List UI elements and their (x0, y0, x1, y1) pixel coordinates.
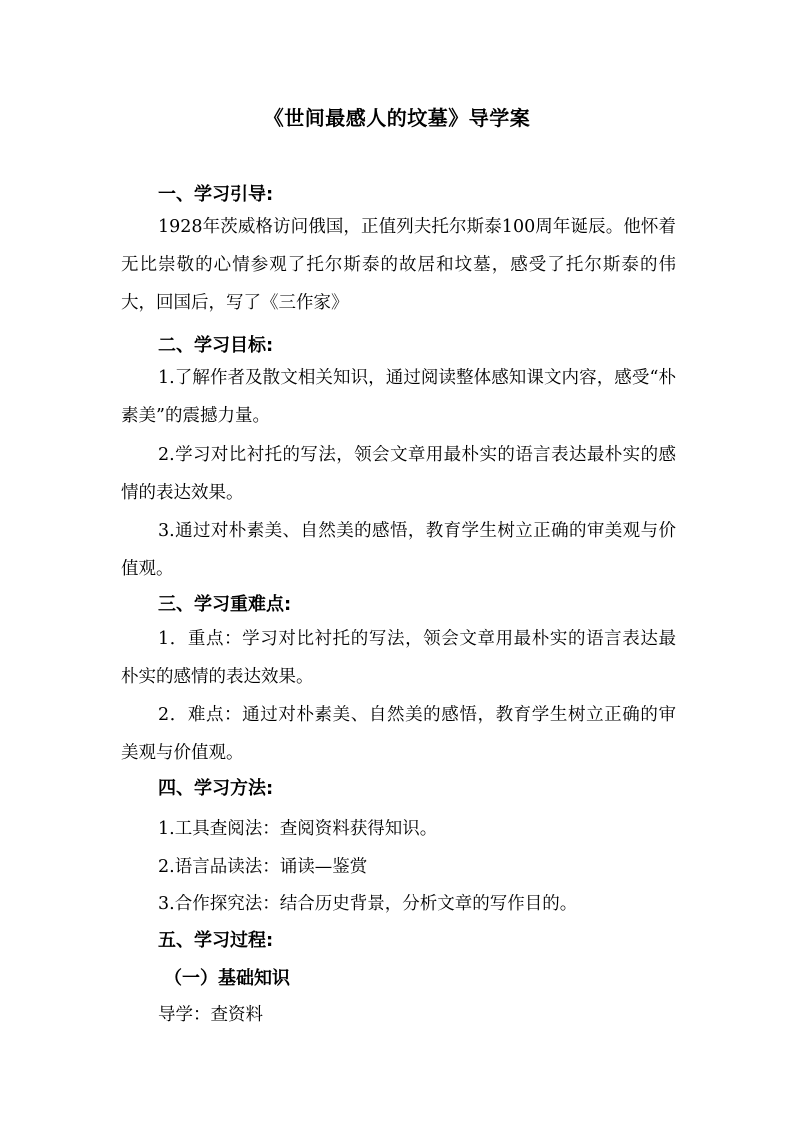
key-point-item-2: 2．难点：通过对朴素美、自然美的感悟，教育学生树立正确的审美观与价值观。 (121, 705, 676, 763)
goal-item-3: 3.通过对朴素美、自然美的感悟，教育学生树立正确的审美观与价值观。 (121, 521, 676, 579)
goal-item-2: 2.学习对比衬托的写法，领会文章用最朴实的语言表达最朴实的感情的表达效果。 (121, 445, 676, 503)
process-line-1: 导学：查资料 (158, 1005, 263, 1025)
section-heading-process: 五、学习过程: (158, 930, 274, 951)
subsection-heading-basics: （一）基础知识 (164, 968, 290, 989)
section-heading-key-points: 三、学习重难点: (158, 594, 292, 615)
goal-item-1: 1.了解作者及散文相关知识，通过阅读整体感知课文内容，感受“朴素美”的震撼力量。 (121, 368, 676, 426)
paragraph-guide: 1928年茨威格访问俄国，正值列夫托尔斯泰100周年诞辰。他怀着无比崇敬的心情参观了托尔斯泰的故居和坟墓，感受了托尔斯泰的伟大，回国后，写了《三作家》 (121, 217, 676, 313)
page-title: 《世间最感人的坟墓》导学案 (263, 106, 531, 130)
section-heading-goals: 二、学习目标: (158, 335, 274, 356)
method-item-1: 1.工具查阅法：查阅资料获得知识。 (158, 819, 438, 839)
section-heading-methods: 四、学习方法: (158, 778, 274, 799)
method-item-2: 2.语言品读法：诵读—鉴赏 (158, 857, 368, 877)
method-item-3: 3.合作探究法：结合历史背景，分析文章的写作目的。 (158, 894, 578, 914)
section-heading-guide: 一、学习引导: (158, 184, 274, 205)
key-point-item-1: 1．重点：学习对比衬托的写法，领会文章用最朴实的语言表达最朴实的感情的表达效果。 (121, 629, 676, 687)
